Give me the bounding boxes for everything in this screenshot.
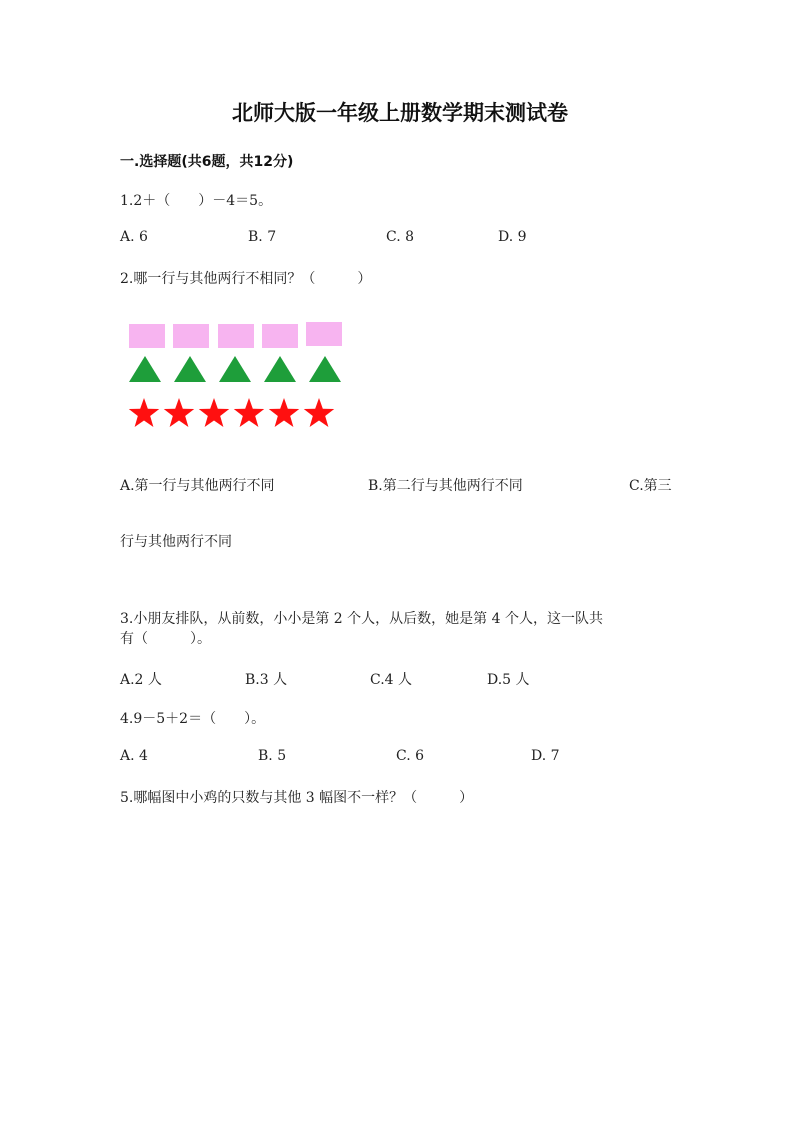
question-2-stem: 2.哪一行与其他两行不相同？（ ） [120,271,372,287]
question-4-option-d: D. 7 [531,748,560,764]
red-star [164,398,194,427]
question-3-option-d: D.5 人 [487,672,530,688]
pink-rectangle [129,324,165,348]
green-triangle [264,356,296,382]
question-3-stem-line-1: 3.小朋友排队，从前数，小小是第 2 个人，从后数，她是第 4 个人，这一队共 [120,611,603,627]
green-triangle [219,356,251,382]
pink-rectangle [262,324,298,348]
question-2-option-c-continued: 行与其他两行不同 [120,534,232,550]
question-1-stem: 1.2＋（ ）－4＝5。 [120,193,273,209]
question-4-option-c: C. 6 [396,748,425,764]
question-4-option-a: A. 4 [120,748,148,764]
red-star [129,398,159,427]
red-star [199,398,229,427]
figure-row-rectangles [129,322,342,348]
question-4-stem: 4.9－5＋2＝（ ）。 [120,711,266,727]
figure-row-triangles [129,356,341,382]
figure-row-stars [129,398,334,427]
pink-rectangle [306,322,342,346]
red-star [234,398,264,427]
question-1-option-b: B. 7 [248,229,277,245]
question-2-option-a: A.第一行与其他两行不同 [120,478,275,494]
question-3-option-a: A.2 人 [120,672,162,688]
question-5-stem: 5.哪幅图中小鸡的只数与其他 3 幅图不一样？（ ） [120,790,474,806]
question-3-option-c: C.4 人 [370,672,413,688]
question-1-option-a: A. 6 [120,229,148,245]
section-heading: 一.选择题(共6题，共12分) [120,154,294,170]
question-3-option-b: B.3 人 [245,672,288,688]
question-2-option-c: C.第三 [629,478,672,494]
red-star [304,398,334,427]
pink-rectangle [173,324,209,348]
page-title: 北师大版一年级上册数学期末测试卷 [232,101,568,125]
shape-rows-figure [125,318,355,438]
green-triangle [129,356,161,382]
question-4-option-b: B. 5 [258,748,287,764]
question-3-stem-line-2: 有（ ）。 [120,631,211,647]
question-1-option-c: C. 8 [386,229,415,245]
green-triangle [174,356,206,382]
pink-rectangle [218,324,254,348]
red-star [269,398,299,427]
question-1-option-d: D. 9 [498,229,527,245]
question-2-option-b: B.第二行与其他两行不同 [368,478,523,494]
green-triangle [309,356,341,382]
